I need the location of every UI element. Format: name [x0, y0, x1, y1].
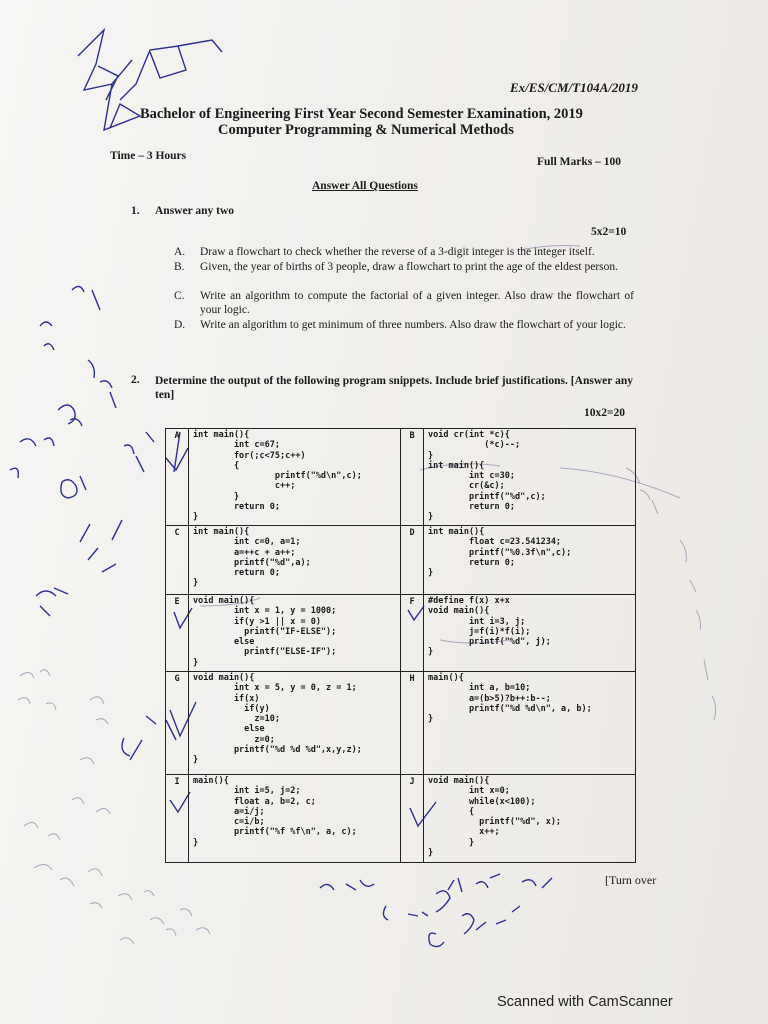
- table-row: [166, 775, 636, 863]
- snippet-label: D: [401, 526, 424, 595]
- turn-over-note: [Turn over: [605, 873, 657, 887]
- snippet-code: void main(){ int x = 5, y = 0, z = 1; if(x) if(y) z=10; else z=0; printf("%d %d %d",x,y,z); }: [193, 673, 362, 766]
- q1-item-label: B.: [174, 261, 185, 273]
- table-row: [166, 526, 636, 595]
- q1-item-label: A.: [174, 246, 186, 258]
- snippet-code: main(){ int a, b=10; a=(b>5)?b++:b--; printf("%d %d\n", a, b); }: [428, 673, 592, 725]
- q1-marks: 5x2=10: [591, 226, 627, 238]
- snippet-label: H: [401, 672, 424, 775]
- exam-title: Bachelor of Engineering First Year Second Semester Examination, 2019: [140, 106, 583, 122]
- q1-item-d: [174, 318, 634, 332]
- snippet-code: void main(){ int x = 1, y = 1000; if(y >1 || x = 0) printf("IF-ELSE"); else printf("ELSE-IF"); }: [193, 596, 337, 668]
- snippet-code: void cr(int *c){ (*c)--; } int main(){ int c=30; cr(&c); printf("%d",c); return 0; }: [428, 430, 546, 523]
- exam-duration: Time – 3 Hours: [110, 150, 187, 162]
- instruction-heading: Answer All Questions: [312, 180, 418, 192]
- snippet-label: G: [166, 672, 189, 775]
- q1-item-label: C.: [174, 290, 185, 302]
- snippet-code: main(){ int i=5, j=2; float a, b=2, c; a=i/j; c=i/b; printf("%f %f\n", a, c); }: [193, 776, 357, 848]
- snippet-code: void main(){ int x=0; while(x<100); { printf("%d", x); x++; } }: [428, 776, 562, 859]
- q1-item-a: [174, 245, 634, 259]
- q2-marks: 10x2=20: [584, 407, 626, 419]
- snippet-code: int main(){ int c=67; for(;c<75;c++) { printf("%d\n",c); c++; } return 0; }: [193, 430, 362, 523]
- subject-title: Computer Programming & Numerical Methods: [218, 122, 514, 138]
- q1-instruction: Answer any two: [155, 205, 235, 217]
- q1-item-c: [174, 289, 634, 317]
- snippet-code: int main(){ int c=0, a=1; a=++c + a++; printf("%d",a); return 0; }: [193, 527, 311, 589]
- snippet-code: #define f(x) x+x void main(){ int i=3, j; j=f(i)*f(i); printf("%d", j); }: [428, 596, 551, 658]
- table-row: [166, 595, 636, 672]
- q1-item-text: Given, the year of births of 3 people, draw a flowchart to print the age of the eldest person.: [200, 261, 619, 273]
- snippet-label: I: [166, 775, 189, 863]
- snippet-label: C: [166, 526, 189, 595]
- table-row: [166, 672, 636, 775]
- snippet-label: F: [401, 595, 424, 672]
- q2-instruction: Determine the output of the following program snippets. Include brief justifications. [Answer any ten]: [155, 375, 633, 401]
- q1-item-text: Write an algorithm to get minimum of three numbers. Also draw the flowchart of your logic.: [200, 319, 626, 331]
- q1-item-b: [174, 260, 634, 274]
- snippet-label: J: [401, 775, 424, 863]
- full-marks: Full Marks – 100: [537, 156, 622, 168]
- q1-item-label: D.: [174, 319, 186, 331]
- q1-number: 1.: [131, 205, 140, 217]
- scanner-watermark: Scanned with CamScanner: [497, 994, 673, 1010]
- snippet-label: B: [401, 429, 424, 526]
- snippet-table: [165, 428, 636, 863]
- q2-number: 2.: [131, 374, 140, 386]
- q1-item-text: Write an algorithm to compute the factorial of a given integer. Also draw the flowchart of your logic.: [200, 290, 634, 316]
- snippet-label: A: [166, 429, 189, 526]
- snippet-code: int main(){ float c=23.541234; printf("%0.3f\n",c); return 0; }: [428, 527, 572, 579]
- q1-item-text: Draw a flowchart to check whether the reverse of a 3-digit integer is the integer itself.: [200, 246, 595, 258]
- paper-code: Ex/ES/CM/T104A/2019: [510, 80, 638, 95]
- table-row: [166, 429, 636, 526]
- snippet-label: E: [166, 595, 189, 672]
